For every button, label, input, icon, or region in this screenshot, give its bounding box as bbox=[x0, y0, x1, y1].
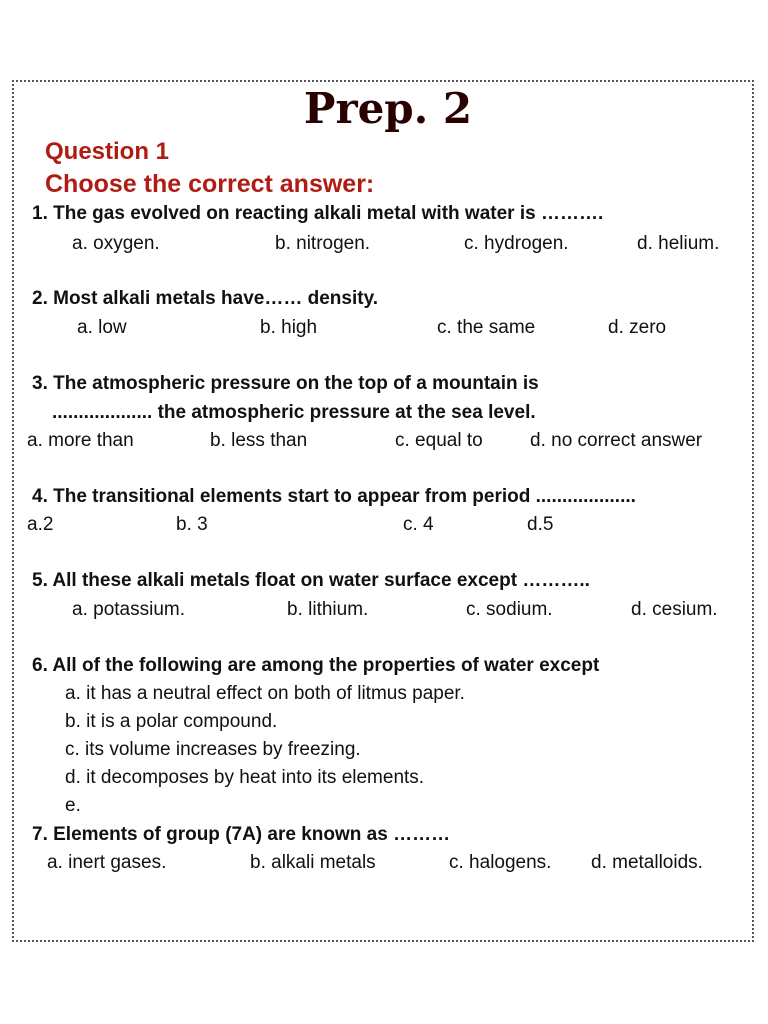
question-3-option-c: c. equal to bbox=[395, 430, 483, 451]
question-3-stem: 3. The atmospheric pressure on the top of a mountain is bbox=[32, 373, 539, 394]
question-1-option-b: b. nitrogen. bbox=[275, 233, 371, 254]
question-3-stem-line-2: ................... the atmospheric pressure at the sea level. bbox=[52, 402, 536, 423]
question-4-option-b: b. 3 bbox=[176, 514, 208, 535]
question-4-stem: 4. The transitional elements start to appear from period ................... bbox=[32, 486, 636, 507]
question-7-option-a: a. inert gases. bbox=[47, 852, 167, 873]
question-3-option-b: b. less than bbox=[210, 430, 308, 451]
question-heading: Question 1 bbox=[45, 138, 170, 165]
question-1-option-c: c. hydrogen. bbox=[464, 233, 569, 254]
page-title: Prep. 2 bbox=[303, 84, 473, 133]
question-5-option-a: a. potassium. bbox=[72, 599, 185, 620]
question-6-option-c: c. its volume increases by freezing. bbox=[65, 739, 361, 760]
question-5-option-d: d. cesium. bbox=[631, 599, 718, 620]
question-2-stem: 2. Most alkali metals have…… density. bbox=[32, 288, 378, 309]
question-2-option-d: d. zero bbox=[608, 317, 667, 338]
instruction-heading: Choose the correct answer: bbox=[45, 170, 375, 198]
question-7-option-b: b. alkali metals bbox=[250, 852, 376, 873]
question-4-option-c: c. 4 bbox=[403, 514, 434, 535]
question-2-option-b: b. high bbox=[260, 317, 318, 338]
question-1-stem: 1. The gas evolved on reacting alkali metal with water is ………. bbox=[32, 203, 604, 224]
question-1-option-d: d. helium. bbox=[637, 233, 720, 254]
question-3-option-a: a. more than bbox=[27, 430, 134, 451]
question-5-option-b: b. lithium. bbox=[287, 599, 369, 620]
question-3-option-d: d. no correct answer bbox=[530, 430, 703, 451]
question-5-option-c: c. sodium. bbox=[466, 599, 553, 620]
question-5-stem: 5. All these alkali metals float on water surface except ……….. bbox=[32, 570, 590, 591]
question-6-option-a: a. it has a neutral effect on both of litmus paper. bbox=[65, 683, 465, 704]
question-6-stem: 6. All of the following are among the properties of water except bbox=[32, 655, 600, 676]
question-6-option-e: e. bbox=[65, 795, 81, 816]
question-1-option-a: a. oxygen. bbox=[72, 233, 160, 254]
question-2-option-c: c. the same bbox=[437, 317, 536, 338]
question-7-option-c: c. halogens. bbox=[449, 852, 552, 873]
question-7-option-d: d. metalloids. bbox=[591, 852, 703, 873]
question-6-option-d: d. it decomposes by heat into its elements. bbox=[65, 767, 425, 788]
question-4-option-d: d.5 bbox=[527, 514, 554, 535]
question-2-option-a: a. low bbox=[77, 317, 127, 338]
question-7-stem: 7. Elements of group (7A) are known as ……… bbox=[32, 824, 451, 845]
question-4-option-a: a.2 bbox=[27, 514, 54, 535]
question-6-option-b: b. it is a polar compound. bbox=[65, 711, 278, 732]
